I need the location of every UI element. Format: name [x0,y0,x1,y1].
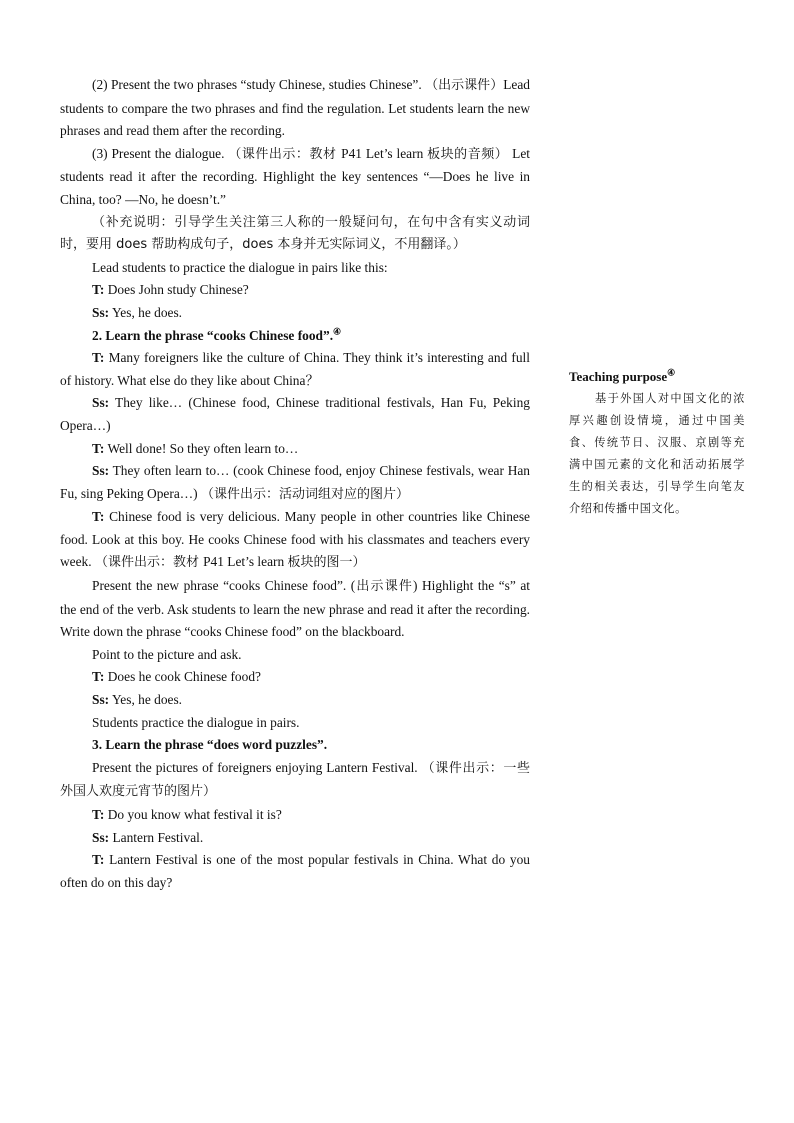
paragraph: Students practice the dialogue in pairs. [92,714,300,730]
teaching-purpose-sidebar [569,366,745,520]
dialogue-line: T: Many foreigners like the culture of China. They think it’s interesting and full of history. What else do they like about China？ [60,350,530,388]
paragraph: Point to the picture and ask. [92,646,242,662]
paragraph: Lead students to practice the dialogue in pairs like this: [92,259,388,275]
paragraph: (3) Present the dialogue. （课件出示：教材 P41 Let’s learn 板块的音频） Let students read it after the recording. Highlight the key sentences “—Does he live in China, too? —No, he doesn’t.” [60,145,530,207]
dialogue-line: Ss: Lantern Festival. [92,829,204,845]
paragraph: Present the pictures of foreigners enjoying Lantern Festival. （课件出示：一些外国人欢度元宵节的图片） [60,759,530,800]
lesson-body [60,74,530,894]
dialogue-line: Ss: Yes, he does. [92,304,183,320]
dialogue-line: T: Do you know what festival it is? [92,807,282,822]
section-heading: 2. Learn the phrase “cooks Chinese food”.④ [92,326,342,343]
dialogue-line: T: Does he cook Chinese food? [92,669,261,685]
dialogue-line: T: Does John study Chinese? [92,282,249,298]
dialogue-line: Ss: They often learn to… (cook Chinese food, enjoy Chinese festivals, wear Han Fu, sing Peking Opera…) （课件出示：活动词组对应的图片） [60,463,530,502]
dialogue-line: T: Lantern Festival is one of the most popular festivals in China. What do you often do on this day? [60,852,530,890]
sidebar-body: 基于外国人对中国文化的浓厚兴趣创设情境，通过中国美食、传统节日、汉服、京剧等充满中国元素的文化和活动拓展学生的相关表达，引导学生向笔友介绍和传播中国文化。 [569,392,745,515]
note-paragraph: （补充说明：引导学生关注第三人称的一般疑问句，在句中含有实义动词时，要用 does 帮助构成句子，does 本身并无实际词义，不用翻译。） [60,214,530,253]
sidebar-heading: Teaching purpose④ [569,367,676,384]
dialogue-line: T: Well done! So they often learn to… [92,440,299,456]
dialogue-line: Ss: Yes, he does. [92,692,183,708]
section-heading: 3. Learn the phrase “does word puzzles”. [92,737,328,753]
dialogue-line: T: Chinese food is very delicious. Many people in other countries like Chinese food. Look at this boy. He cooks Chinese food with his classmates and teachers every week. （课件出示：教材 P41 Let’s learn 板块的图一） [60,509,530,571]
paragraph: Present the new phrase “cooks Chinese food”. (出示课件) Highlight the “s” at the end of the verb. Ask students to learn the new phrase and read it after the recording. Write down the phrase “cooks Chinese food” on the blackboard. [60,578,530,640]
paragraph: (2) Present the two phrases “study Chinese, studies Chinese”. （出示课件）Lead students to compare the two phrases and find the regulation. Let students learn the new phrases and read them after the recording. [60,77,530,139]
dialogue-line: Ss: They like… (Chinese food, Chinese traditional festivals, Han Fu, Peking Opera…) [60,395,530,433]
